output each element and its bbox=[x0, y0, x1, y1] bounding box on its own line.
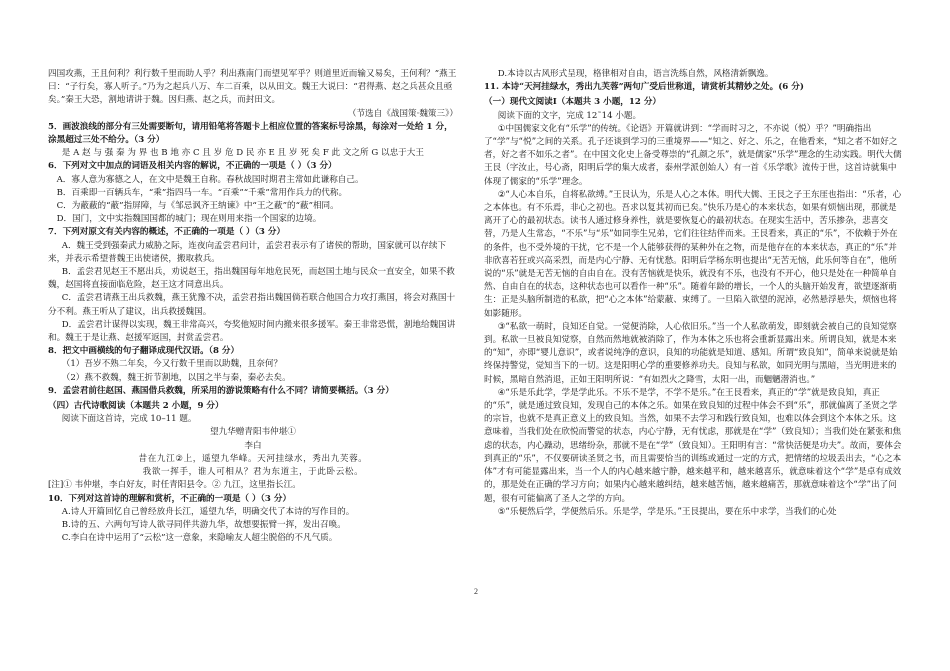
question-7-option: D．孟尝君计谋得以实现，魏王非常高兴，夸奖他短时间内搬来很多援军。秦王非常恐慌，割地给魏国讲和。魏王于是让燕、赵援军返国，封赏孟尝君。 bbox=[48, 319, 456, 344]
poem-note: [注]① 韦仲堪，李白好友，时任青阳县令。② 九江，这里指长江。 bbox=[48, 480, 301, 491]
section-4-intro: 阅读下面这首诗，完成 10–11 题。 bbox=[61, 414, 197, 425]
question-10-option: A.诗人开篇回忆自己曾经放舟长江，遥望九华，明确交代了本诗的写作目的。 bbox=[61, 506, 355, 517]
passage-end: 四国攻燕，王且何利？利行数千里而助人乎？利出燕南门而望见军乎？则道里近而输又易矣，王何利？”燕王曰：“子行矣，寡人听子。”乃为之起兵八万、车二百乘，以从田文。魏王大说曰：“君得燕、赵之兵甚众且亟矣。”秦王大恐，割地请讲于魏。因归燕、赵之兵，而封田文。 bbox=[48, 69, 457, 106]
reading-paragraph: ③“私欲一萌时，良知还自觉。一觉便消除，人心依旧乐。”当一个人私欲萌发，即刻就会被自己的良知觉察到。私欲一旦被良知觉察，自然而然地就被消除了，作为本体之乐也将会重新显露出来。所谓良知，就是本来的“知”，亦即“婴儿意识”，或者说纯净的意识，良知的功能就是知道、感知。所谓“致良知”，简单来说就是始终保持警觉，觉知当下的一切。这是阳明心学的重要修养功夫。良知与私欲，如同光明与黑暗，当光明进来的时候，黑暗自然消退，正如王阳明所说：“有如烈火之降雪，太阳一出，而魍魉潜消也。” bbox=[484, 321, 898, 385]
question-5-text: 是 A 赵 与 强 秦 为 界 也 B 地 亦 C 且 岁 危 D 民 亦 E 且 岁 死 矣 F 此 文之所 G 以忠于大王 bbox=[61, 148, 424, 159]
question-10-option: C.李白在诗中运用了“云松”这一意象，来隐喻友人超尘脱俗的不凡气质。 bbox=[61, 533, 338, 544]
question-6-option: B．百乘即一百辆兵车，“乘”指四马一车。“百乘”“千乘”常用作兵力的代称。 bbox=[56, 187, 348, 198]
reading-paragraph: ①中国儒家文化有“乐学”的传统。《论语》开篇就讲到：“学而时习之，不亦说（悦）乎？”明确指出了“学”与“悦”之间的关系。孔子还谈到学习的三重境界——“知之、好之、乐之，在他看来，“知之者不如好之者，好之者不如乐之者”。在中国文化史上备受尊崇的“孔颜之乐”，就是儒家“乐学”理念的生动实践。明代大儒王艮（字汝止，号心斋，阳明后学的集大成者，泰州学派创始人）有一首《乐学歌》流传于世，这首诗就集中体现了儒家的“乐学”理念。 bbox=[484, 123, 902, 187]
section-1-heading: （一）现代文阅读Ⅰ（本题共 3 小题，12 分） bbox=[484, 97, 662, 108]
left-column bbox=[48, 68, 458, 545]
reading-paragraph: ②“人心本自乐，自将私欲缚。”王艮认为，乐是人心之本体。明代大儒、王艮之子王东厓也指出：“乐者，心之本体也。有不乐焉，非心之初也。吾求以复其初而已矣。”快乐乃是心的本来状态，如果有烦恼出现，那就是离开了心的最初状态。读书人通过修身养性，就是要恢复心的最初状态。在现实生活中，苦乐掺杂，悲喜交替，乃是人生常态，“不乐”与“乐”如同孪生兄弟，它们往往结伴而来。王艮看来，真正的“乐”，不依赖于外在的条件，也不受外境的干扰，它不是一个人能够获得的某种外在之物，而是他存在的本来状态，真正的“乐”并非欣喜若狂或兴高采烈，而是内心宁静、无有忧愁。阳明后学杨东明也提出“无苦无恼，此乐何等自在”，他所说的“乐”就是无苦无恼的自由自在。没有苦恼就是快乐，就没有不乐，也没有不开心，他只是处在一种简单自然、自由自在的状态，这种状态也可以看作一种“乐”。随着年龄的增长，一个人的头脑开始发育，欲望逐渐萌生：正是头脑所制造的私欲，把“心之本体”给蒙蔽、束缚了。一旦陷入欲望的泥淖，必然悬浮悬失，烦恼也将如影随形。 bbox=[484, 189, 902, 319]
question-7-option: A．魏王受到强秦武力威胁之际，连夜向孟尝君问计，孟尝君表示有了诸侯的帮助，国家就可以存续下来，并表示希望普魏王出使诸侯，搬取救兵。 bbox=[48, 240, 447, 264]
question-7-option: C．孟尝君请燕王出兵救魏，燕王犹豫不决，孟尝君指出魏国倘若联合他国合力攻打燕国，将会对燕国十分不利。燕王听从了建议，出兵救援魏国。 bbox=[48, 293, 456, 317]
right-column bbox=[484, 68, 902, 519]
section-1-intro: 阅读下面的文字，完成 12˜14 小题。 bbox=[497, 110, 642, 121]
question-7: 7．下列对原文有关内容的概述，不正确的一项是（ ）（3 分） bbox=[48, 227, 286, 238]
question-8-item: （1）吾岁不熟二年矣，今又行数千里而以助魏，且奈何？ bbox=[61, 359, 283, 370]
reading-paragraph: ④“乐是乐此学，学是学此乐。不乐不是学，不学不是乐。”在王艮看来，真正的“学”就是致良知，真正的“乐”，就是通过致良知，发现自己的本体之乐。如果在致良知的过程中体会不到“乐”，那就偏离了圣贤之学的宗旨，也就不是真正意义上的致良知。当然，如果不去学习和践行致良知，也难以体会到这个本体之乐。这意味着，当我们处在欣悦而警觉的状态，内心宁静，无有忧虑，那就是在“学”（致良知）；当我们处在紧张和焦虑的状态，内心躁动，思绪纷杂，那就不是在“学”（致良知）。王阳明有言：“常快活便是功夫”。故而，要体会到真正的“乐”，不仅要研读圣贤之书，而且需要恰当的训练或通过一定的方式，把情绪的垃圾丢出去，“心之本体”才有可能显露出来，当一个人的内心越来越宁静，越来越平和，越来越喜乐，就意味着这个“学”是卓有成效的，那是处在正确的学习方向；如果内心越来越纠结，越来越苦恼，越来越痛苦，那就意味着这个“学”出了问题，很有可能偏离了圣人之学的方向。 bbox=[484, 387, 902, 504]
question-5: 5．画波浪线的部分有三处需要断句，请用铅笔将答题卡上相应位置的答案标号涂黑，每涂对一处给 1 分，涂黑超过三处不给分。（3 分） bbox=[48, 121, 453, 146]
reading-paragraph: ⑤“乐便然后学，学便然后乐。乐是学，学是乐。”王艮提出，要在乐中求学，当我们的心处 bbox=[497, 506, 837, 517]
question-11: 11. 本诗“天河挂绿水，秀出九芙蓉”两句广受后世称道，请赏析其精妙之处。(6 分) bbox=[484, 82, 804, 93]
poem-title: 望九华赠青阳韦仲堪① bbox=[210, 427, 296, 438]
question-8-item: （2）燕不救魏，魏王折节割地，以国之半与秦，秦必去矣。 bbox=[61, 372, 291, 383]
question-6-option: A．寡人意为寡德之人，在文中是魏王自称。春秋战国时期君主常如此谦称自己。 bbox=[56, 174, 364, 185]
poem-line: 我欲一挥手，谁人可相从？君为东道主，于此卧云松。 bbox=[142, 467, 364, 478]
question-10-option-d: D.本诗以古风形式呈现，格律相对自由，语言洗练自然，风格清新飘逸。 bbox=[497, 69, 774, 79]
question-7-option: B．孟尝君见赵王不愿出兵，劝说赵王，指出魏国每年地危民死，而赵国土地与民众一直安全，如果不救魏，赵国将直接面临危险，赵王这才同意出兵。 bbox=[48, 267, 455, 291]
page-number: 2 bbox=[474, 587, 478, 596]
question-6-option: D．国门，文中实指魏国国都的城门；现在则用来指一个国家的边境。 bbox=[56, 214, 322, 225]
section-4-heading: （四）古代诗歌阅读（本题共 2 小题，9 分） bbox=[48, 401, 224, 412]
question-10-option: B.诗的五、六两句写诗人欲寻同伴共游九华，故想要振臂一挥，发出召唤。 bbox=[61, 519, 346, 530]
question-6: 6．下列对文中加点的词语及相关内容的解说，不正确的一项是（ ）（3 分） bbox=[48, 161, 337, 172]
question-8: 8．把文中画横线的句子翻译成现代汉语。（8 分） bbox=[48, 346, 240, 357]
passage-source: （节选自《战国策·魏策三》） bbox=[347, 108, 458, 119]
question-10: 10．下列对这首诗的理解和赏析，不正确的一项是（ ）（3 分） bbox=[48, 493, 292, 504]
question-6-option: C．为蔽蔽的“蔽”指屏障，与《邹忌讽齐王纳谏》中“王之蔽”的“蔽”相同。 bbox=[56, 201, 339, 212]
poem-author: 李白 bbox=[244, 440, 262, 451]
poem-line: 昔在九江②上，遥望九华峰。天河挂绿水，秀出九芙蓉。 bbox=[138, 453, 368, 464]
question-9: 9．孟尝君前往赵国、燕国借兵救魏，所采用的游说策略有什么不同？请简要概括。（3 分） bbox=[48, 385, 394, 396]
